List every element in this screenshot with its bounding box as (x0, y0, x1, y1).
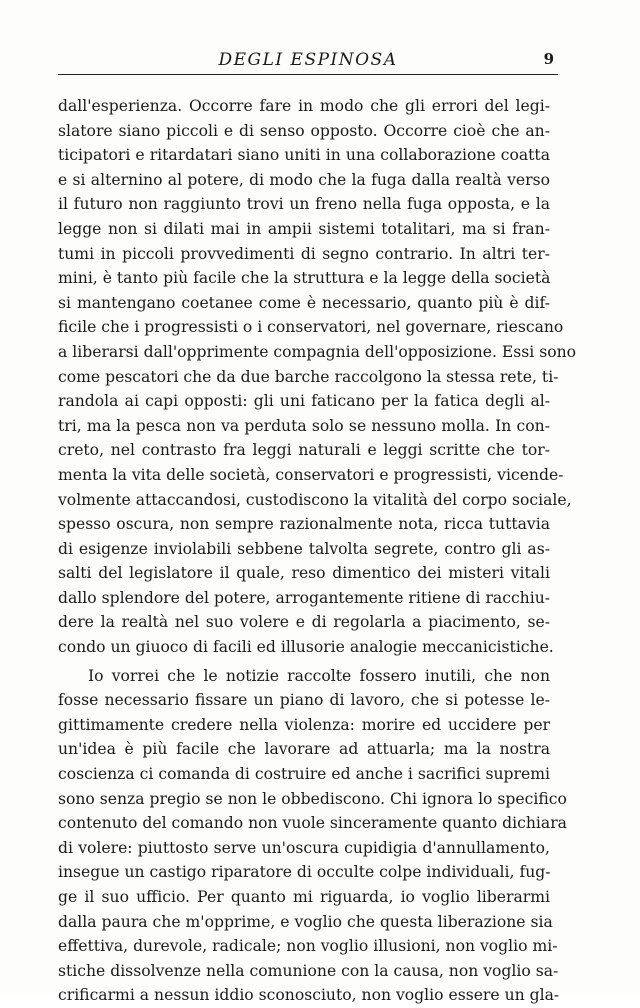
paragraph-1 (58, 94, 577, 660)
text-line: sono senza pregio se non le obbediscono. Chi ignora lo specifico (58, 789, 567, 808)
text-line: gittimamente credere nella violenza: morire ed uccidere per (58, 715, 550, 734)
text-line: dalla paura che m'opprime, e voglio che questa liberazione sia (58, 912, 553, 931)
text-line: spesso oscura, non sempre razionalmente nota, ricca tuttavia (58, 515, 550, 534)
text-line: randola ai capi opposti: gli uni faticano per la fatica degli al- (58, 392, 550, 411)
text-line: mini, è tanto più facile che la struttura e la legge della società (58, 269, 551, 288)
text-line: condo un giuoco di facili ed illusorie analogie meccanicistiche. (58, 638, 554, 657)
text-line: di esigenze inviolabili sebbene talvolta segrete, contro gli as- (58, 539, 550, 558)
text-line: si mantengano coetanee come è necessario, quanto più è dif- (58, 293, 550, 312)
text-line: dere la realtà nel suo volere e di regolarla a piacimento, se- (58, 613, 550, 632)
text-line: coscienza ci comanda di costruire ed anche i sacrifici supremi (58, 765, 550, 784)
text-line: tri, ma la pesca non va perduta solo se nessuno molla. In con- (58, 416, 550, 435)
text-line: il futuro non raggiunto trovi un freno nella fuga opposta, e la (58, 195, 550, 214)
text-line: a liberarsi dall'opprimente compagnia dell'opposizione. Essi sono (58, 342, 577, 361)
text-line: legge non si dilati mai in ampii sistemi totalitari, ma si fran- (58, 219, 550, 238)
text-line: insegue un castigo riparatore di occulte colpe individuali, fug- (58, 863, 551, 882)
text-line: dallo splendore del potere, arrogantemente ritiene di racchiu- (58, 588, 551, 607)
text-line: di volere: piuttosto serve un'oscura cupidigia d'annullamento, (58, 838, 550, 857)
text-line: contenuto del comando non vuole sinceramente quanto dichiara (58, 814, 567, 833)
text-line: fosse necessario fissare un piano di lavoro, che si potesse le- (58, 691, 550, 710)
text-line: ge il suo ufficio. Per quanto mi riguarda, io voglio liberarmi (58, 888, 550, 906)
text-line: crificarmi a nessun iddio sconosciuto, non voglio essere un gla- (58, 986, 560, 1005)
text-line: un'idea è più facile che lavorare ad attuarla; ma la nostra (58, 740, 550, 759)
text-line: volmente attaccandosi, custodiscono la vitalità del corpo sociale, (58, 490, 572, 509)
text-line: ficile che i progressisti o i conservatori, nel governare, riescano (58, 318, 564, 337)
text-line: dall'esperienza. Occorre fare in modo che gli errori del legi- (58, 97, 550, 115)
body-text (58, 94, 577, 1008)
page-number: 9 (543, 50, 554, 68)
text-line: e si alternino al potere, di modo che la fuga dalla realtà verso (58, 170, 550, 189)
text-line: salti del legislatore il quale, reso dimentico dei misteri vitali (58, 564, 550, 583)
paragraph-2 (58, 664, 567, 1008)
text-line: ticipatori e ritardatari siano uniti in una collaborazione coatta (58, 146, 550, 165)
text-line: tumi in piccoli provvedimenti di segno contrario. In altri ter- (58, 244, 550, 263)
running-header (58, 46, 558, 75)
text-line: come pescatori che da due barche raccolgono la stessa rete, ti- (58, 367, 559, 386)
text-line: creto, nel contrasto fra leggi naturali e leggi scritte che tor- (58, 441, 550, 460)
text-line: Io vorrei che le notizie raccolte fossero inutili, che non (88, 666, 550, 685)
text-line: stiche dissolvenze nella comunione con la causa, non voglio sa- (58, 961, 559, 980)
text-line: slatore siano piccoli e di senso opposto. Occorre cioè che an- (58, 121, 550, 140)
running-title: DEGLI ESPINOSA (218, 50, 398, 70)
text-line: effettiva, durevole, radicale; non voglio illusioni, non voglio mi- (58, 937, 558, 956)
text-line: menta la vita delle società, conservatori e progressisti, vicende- (58, 465, 564, 484)
